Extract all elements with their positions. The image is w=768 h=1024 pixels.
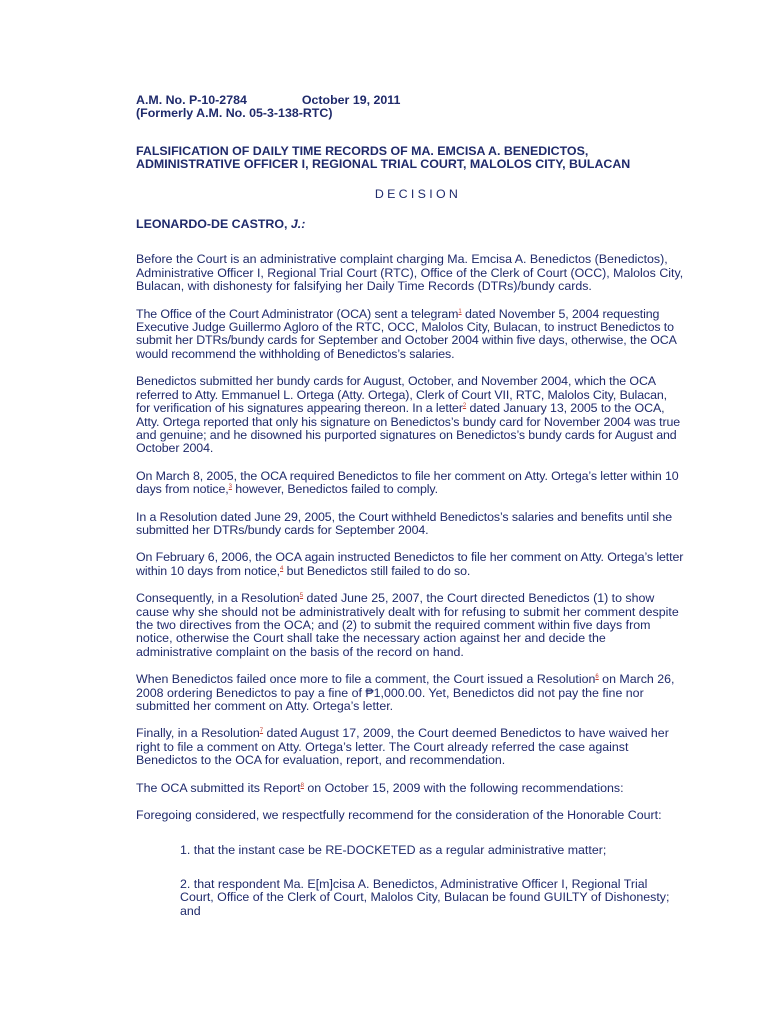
- case-title-line-2: ADMINISTRATIVE OFFICER I, REGIONAL TRIAL COURT, MALOLOS CITY, BULACAN: [136, 157, 631, 172]
- paragraph-6: On February 6, 2006, the OCA again instructed Benedictos to file her comment on Atty. Ortega’s letter within 10 days from notice,$^4$ but Benedictos still failed to do so.: [136, 550, 684, 578]
- footnote-link-7[interactable]: 7: [259, 728, 264, 735]
- ponente-suffix: J.:: [290, 217, 306, 232]
- case-title-line-1: FALSIFICATION OF DAILY TIME RECORDS OF MA. EMCISA A. BENEDICTOS,: [136, 143, 589, 158]
- case-number: A.M. No. P-10-2784: [136, 93, 247, 107]
- recommendation-item-1: 1. that the instant case be RE-DOCKETED as a regular administrative matter;: [180, 843, 607, 858]
- footnote-link-4[interactable]: 4: [280, 565, 284, 572]
- former-case-number: (Formerly A.M. No. 05-3-138-RTC): [136, 106, 333, 121]
- footnote-link-8[interactable]: 8: [300, 782, 304, 789]
- footnote-link-6[interactable]: 6: [595, 674, 599, 681]
- paragraph-9: Finally, in a Resolution$^7$ dated August 17, 2009, the Court deemed Benedictos to have waived her right to file a comment on Atty. Ortega’s letter. The Court already referred the case against Benedictos to the OCA for evaluation, report, and recommendation.: [136, 726, 669, 768]
- ponente-name: LEONARDO-DE CASTRO,: [136, 217, 288, 232]
- paragraph-3: Benedictos submitted her bundy cards for August, October, and November 2004, which the OCA referred to Atty. Emmanuel L. Ortega (Atty. Ortega), Clerk of Court VII, RTC, Malolos City, Bulacan, for verification of his signatures appearing thereon. In a letter$^2$ dated January 13, 2005 to the OCA, Atty. Ortega reported that only his signature on Benedictos’s bundy card for November 2004 was true and genuine; and he disowned his purported signatures on Benedictos’s bundy cards for August and October 2004.: [136, 374, 681, 456]
- footnote-link-2[interactable]: 2: [462, 403, 467, 410]
- paragraph-5: In a Resolution dated June 29, 2005, the Court withheld Benedictos’s salaries and benefits until she submitted her DTRs/bundy cards for September 2004.: [136, 509, 673, 537]
- paragraph-7: Consequently, in a Resolution$^5$ dated June 25, 2007, the Court directed Benedictos (1) to show cause why she should not be administratively dealt with for refusing to submit her comment despite the two directives from the OCA; and (2) to submit the required comment within five days from notice, otherwise the Court shall take the necessary action against her and decide the administrative complaint on the basis of the record on hand.: [136, 591, 679, 659]
- paragraph-10: The OCA submitted its Report$^8$ on October 15, 2009 with the following recommendations:: [136, 780, 624, 795]
- paragraph-2: The Office of the Court Administrator (OCA) sent a telegram$^1$ dated November 5, 2004 requesting Executive Judge Guillermo Agloro of the RTC, OCC, Malolos City, Bulacan, to instruct Benedictos to submit her DTRs/bundy cards for September and October 2004 within five days, otherwise, the OCA would recommend the withholding of Benedictos’s salaries.: [136, 306, 677, 361]
- decision-date: October 19, 2011: [301, 93, 401, 107]
- case-number-line: [136, 94, 684, 107]
- paragraph-4: On March 8, 2005, the OCA required Benedictos to file her comment on Atty. Ortega’s letter within 10 days from notice,$^3$ however, Benedictos failed to comply.: [136, 468, 679, 497]
- recommendation-item-2: 2. that respondent Ma. E[m]cisa A. Benedictos, Administrative Officer I, Regional Trial Court, Office of the Clerk of Court, Malolos City, Bulacan be found GUILTY of Dishonesty; and: [180, 876, 670, 918]
- footnote-link-1[interactable]: 1: [458, 308, 462, 315]
- paragraph-8: When Benedictos failed once more to file a comment, the Court issued a Resolution$^6$ on March 26, 2008 ordering Benedictos to pay a fine of ₱1,000.00. Yet, Benedictos did not pay the fine nor submitted her comment on Atty. Ortega’s letter.: [136, 672, 675, 713]
- paragraph-1: Before the Court is an administrative complaint charging Ma. Emcisa A. Benedictos (Benedictos), Administrative Officer I, Regional Trial Court (RTC), Office of the Clerk of Court (OCC), Malolos City, Bulacan, with dishonesty for falsifying her Daily Time Records (DTRs)/bundy cards.: [136, 252, 684, 294]
- ponente: [136, 218, 684, 231]
- case-title: [136, 145, 684, 172]
- decision-document: [136, 94, 684, 918]
- footnote-link-3[interactable]: 3: [228, 484, 232, 491]
- decision-heading: DECISION: [374, 186, 462, 201]
- footnote-link-5[interactable]: 5: [299, 593, 304, 600]
- paragraph-11: Foregoing considered, we respectfully recommend for the consideration of the Honorable Court:: [136, 808, 662, 823]
